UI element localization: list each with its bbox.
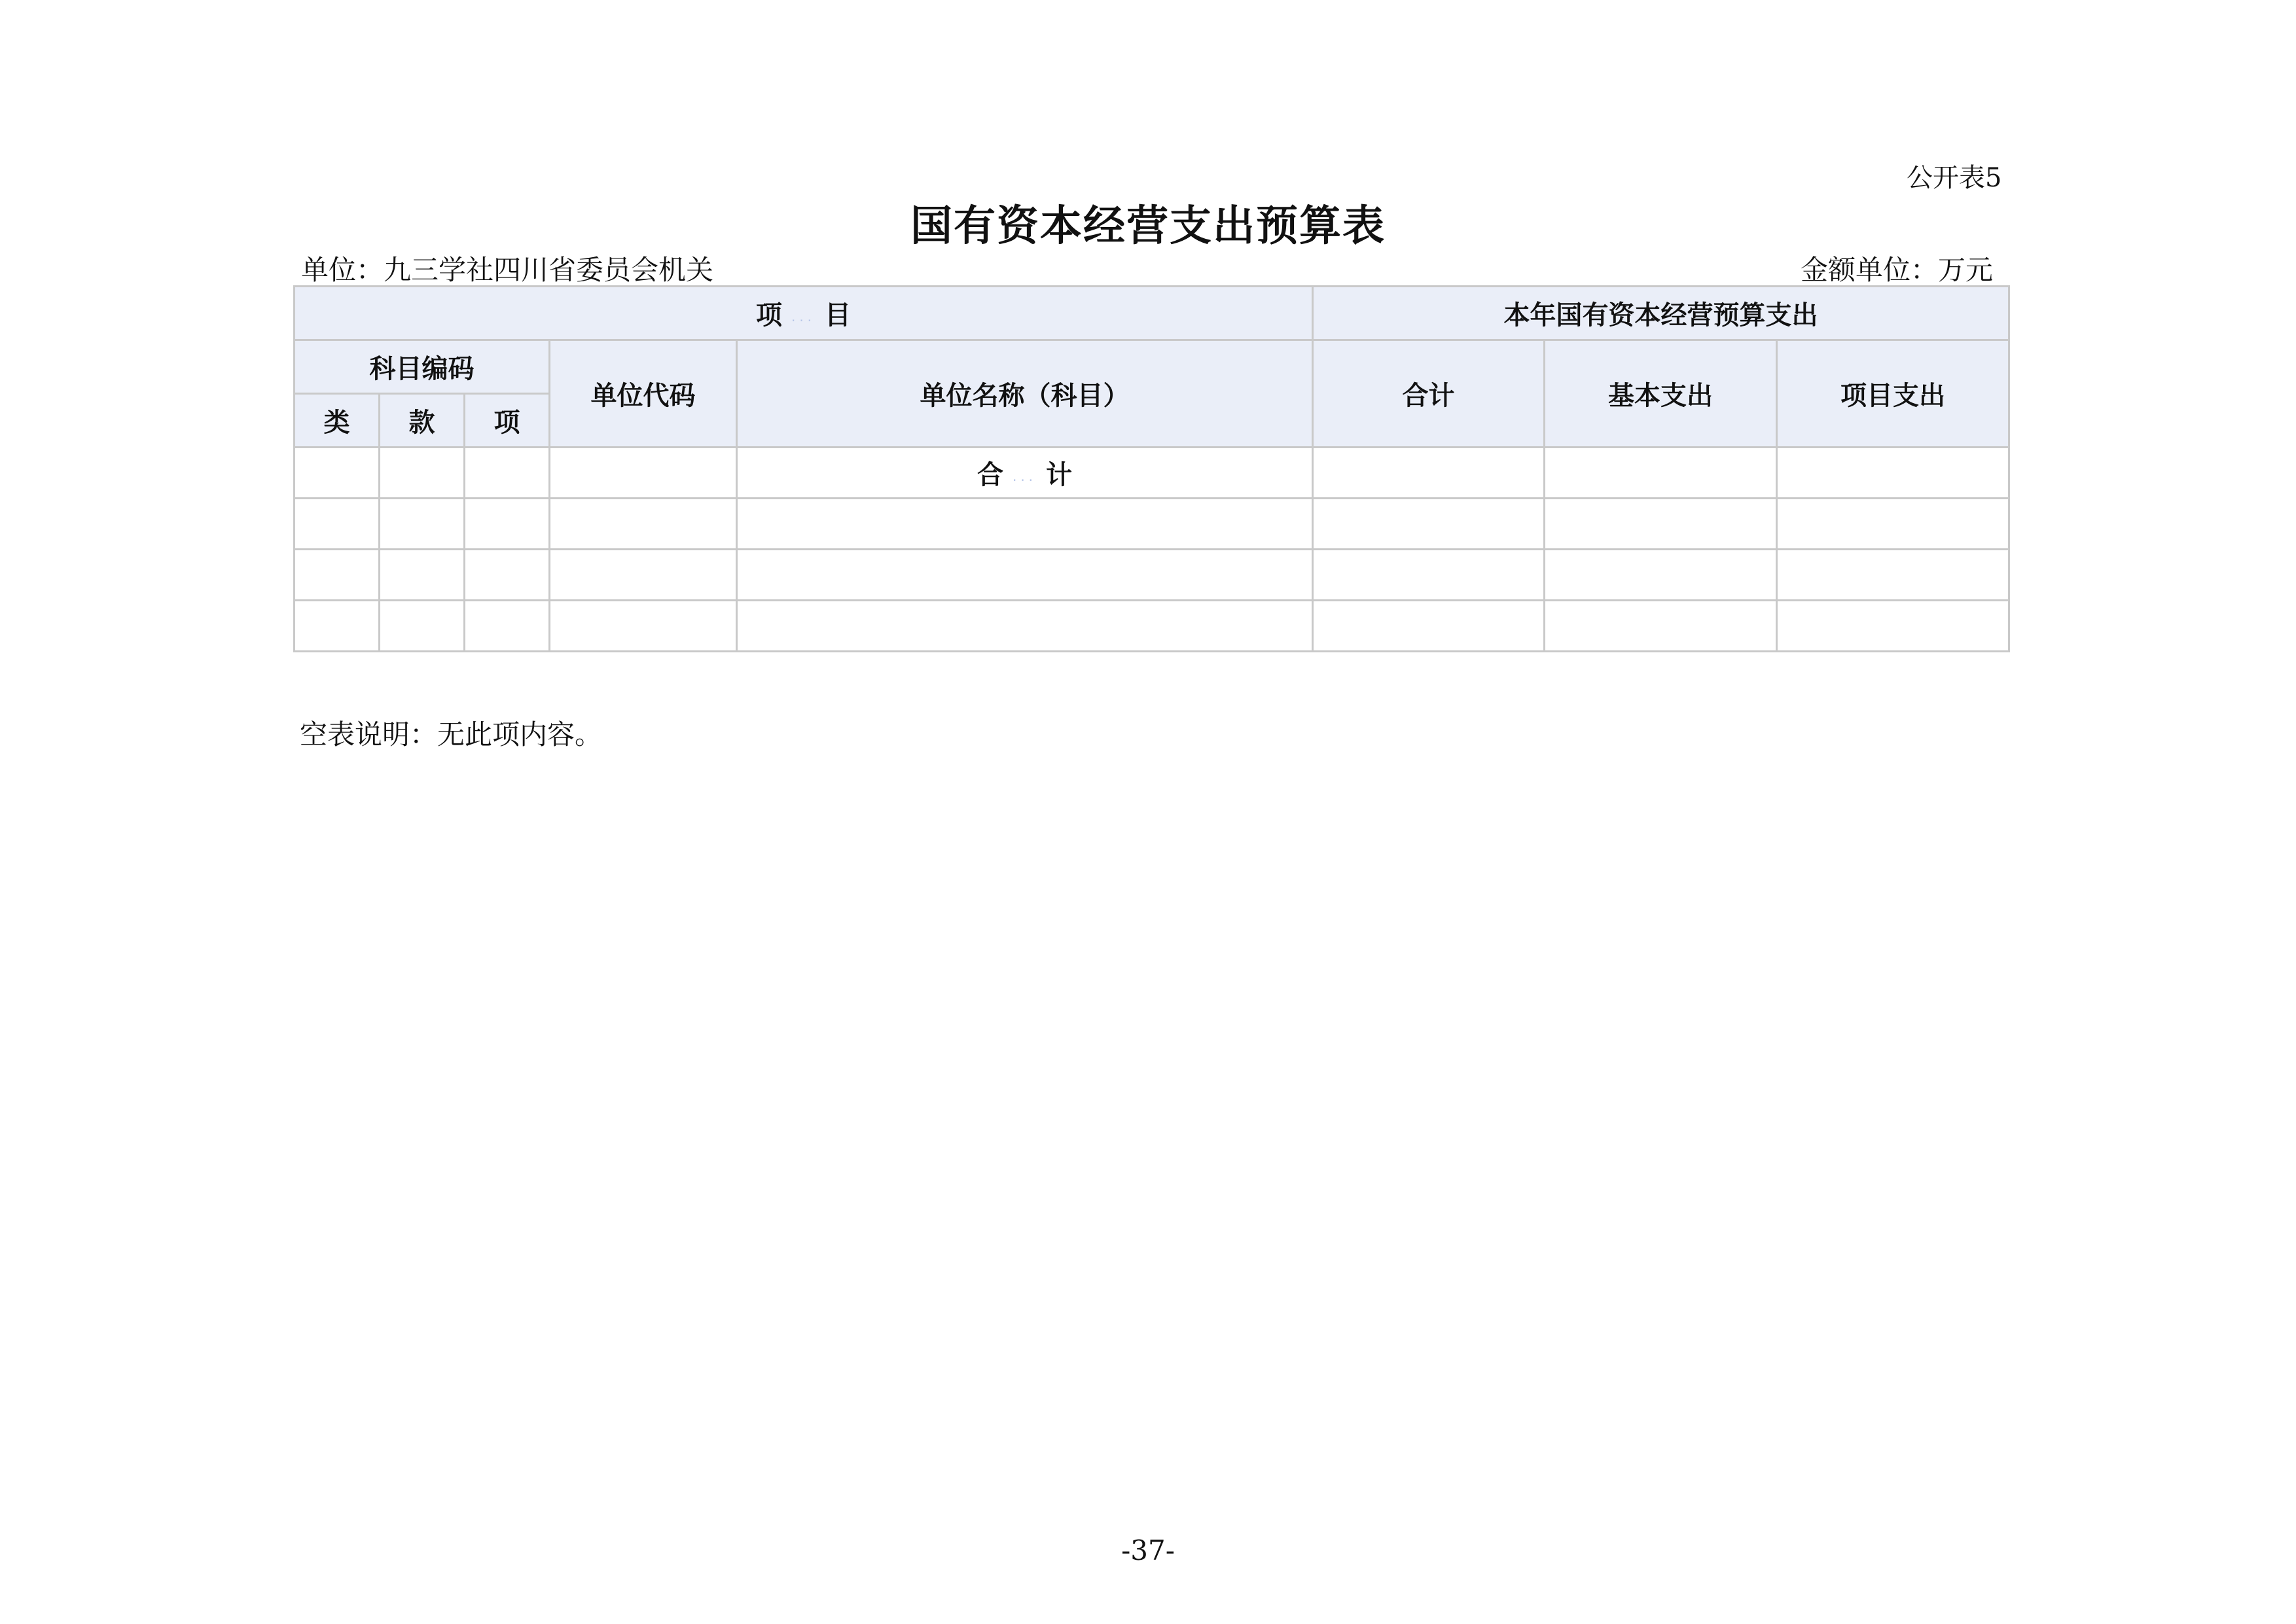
table-cell <box>737 550 1313 601</box>
table-cell <box>295 601 380 652</box>
table-cell <box>1777 601 2009 652</box>
table-row <box>295 601 2009 652</box>
table-cell <box>465 601 550 652</box>
table-cell <box>1777 499 2009 550</box>
header-basic-expense: 基本支出 <box>1545 340 1777 448</box>
table-cell <box>1313 499 1545 550</box>
total-row <box>295 448 2009 499</box>
total-label-dots: ... <box>1012 468 1037 484</box>
table-cell <box>737 499 1313 550</box>
header-class: 类 <box>295 394 380 448</box>
header-item-dots: ... <box>791 309 816 325</box>
table-cell <box>295 448 380 499</box>
table-cell <box>380 499 465 550</box>
empty-table-note: 空表说明：无此项内容。 <box>300 718 603 750</box>
unit-name: 单位：九三学社四川省委员会机关 <box>301 254 714 286</box>
header-entry: 项 <box>465 394 550 448</box>
table-cell <box>380 601 465 652</box>
table-row <box>295 499 2009 550</box>
total-label-b: 计 <box>1046 460 1073 490</box>
table-cell <box>295 550 380 601</box>
table-cell <box>550 601 737 652</box>
table-cell <box>1313 550 1545 601</box>
table-cell <box>465 448 550 499</box>
table-cell <box>1777 550 2009 601</box>
header-subject-code: 科目编码 <box>295 340 550 394</box>
header-unit-name: 单位名称（科目） <box>737 340 1313 448</box>
table-cell <box>1545 448 1777 499</box>
table-cell <box>737 601 1313 652</box>
table-cell <box>1545 601 1777 652</box>
table-cell <box>295 499 380 550</box>
header-total: 合计 <box>1313 340 1545 448</box>
total-label <box>737 448 1313 499</box>
table-cell <box>550 550 737 601</box>
table-cell <box>1545 499 1777 550</box>
page-number: -37- <box>1121 1534 1175 1566</box>
header-budget-group: 本年国有资本经营预算支出 <box>1313 287 2009 340</box>
header-row-1 <box>295 287 2009 340</box>
table-cell <box>465 499 550 550</box>
table-row <box>295 550 2009 601</box>
currency-unit: 金额单位：万元 <box>1800 254 1993 286</box>
table-cell <box>380 550 465 601</box>
page-title: 国有资本经营支出预算表 <box>910 202 1386 251</box>
table-cell <box>1313 601 1545 652</box>
table-cell <box>1313 448 1545 499</box>
header-project-expense: 项目支出 <box>1777 340 2009 448</box>
table-cell <box>1777 448 2009 499</box>
form-label: 公开表5 <box>1907 163 2002 193</box>
table-cell <box>380 448 465 499</box>
header-unit-code: 单位代码 <box>550 340 737 448</box>
header-item <box>295 287 1313 340</box>
table-cell <box>550 448 737 499</box>
header-section: 款 <box>380 394 465 448</box>
table-cell <box>465 550 550 601</box>
table-cell <box>1545 550 1777 601</box>
table-cell <box>550 499 737 550</box>
total-label-a: 合 <box>977 460 1003 490</box>
header-row-2 <box>295 340 2009 394</box>
budget-table <box>293 285 2010 652</box>
header-item-suffix: 目 <box>825 300 852 330</box>
header-item-label: 项 <box>755 300 782 330</box>
